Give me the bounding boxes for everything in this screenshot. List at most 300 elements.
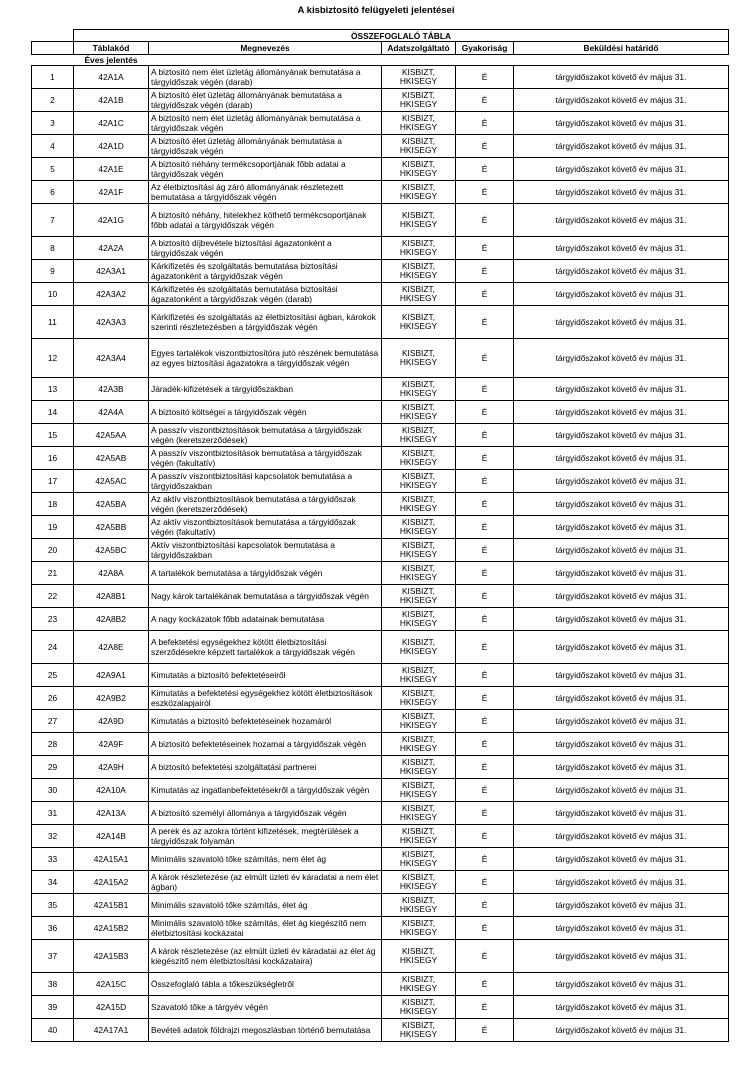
row-number: 36 — [32, 917, 74, 940]
frequency: É — [456, 158, 514, 181]
deadline: tárgyidőszakot követő év május 31. — [514, 204, 729, 237]
table-row — [32, 470, 729, 493]
provider-line-1: KISBIZT, — [401, 562, 436, 573]
deadline: tárgyidőszakot követő év május 31. — [514, 779, 729, 802]
provider — [382, 204, 456, 237]
row-number: 33 — [32, 848, 74, 871]
row-number: 15 — [32, 424, 74, 447]
frequency: É — [456, 710, 514, 733]
table-code: 42A3A1 — [74, 260, 149, 283]
provider-line-2: HKISEGY — [399, 904, 438, 914]
table-description: A tartalékok bemutatása a tárgyidőszak végén — [149, 562, 382, 585]
table-row — [32, 260, 729, 283]
table-code: 42A3A4 — [74, 339, 149, 378]
provider-line-2: HKISEGY — [399, 434, 438, 444]
table-description: A passzív viszontbiztosítások bemutatása a tárgyidőszak végén (keretszerződések) — [149, 424, 382, 447]
provider-line-1: KISBIZT, — [401, 401, 436, 412]
frequency: É — [456, 306, 514, 339]
table-row — [32, 733, 729, 756]
row-number: 35 — [32, 894, 74, 917]
table-code: 42A15A2 — [74, 871, 149, 894]
table-row — [32, 608, 729, 631]
table-code: 42A9B2 — [74, 687, 149, 710]
row-number: 27 — [32, 710, 74, 733]
deadline: tárgyidőszakot követő év május 31. — [514, 973, 729, 996]
blank-corner — [32, 30, 74, 42]
page-title: A kisbiztosító felügyeleti jelentései — [297, 5, 455, 16]
provider-line-2: HKISEGY — [399, 480, 438, 490]
provider — [382, 516, 456, 539]
provider-line-2: HKISEGY — [399, 766, 438, 776]
row-number: 12 — [32, 339, 74, 378]
provider — [382, 802, 456, 825]
table-code: 42A13A — [74, 802, 149, 825]
provider — [382, 66, 456, 89]
provider — [382, 779, 456, 802]
provider — [382, 181, 456, 204]
provider-line-2: HKISEGY — [399, 743, 438, 753]
table-code: 42A1E — [74, 158, 149, 181]
deadline: tárgyidőszakot követő év május 31. — [514, 158, 729, 181]
provider — [382, 562, 456, 585]
table-description: A biztosító nem élet üzletág állományának bemutatása a tárgyidőszak végén (darab) — [149, 66, 382, 89]
provider-line-1: KISBIZT, — [401, 89, 436, 100]
table-row — [32, 158, 729, 181]
table-row — [32, 516, 729, 539]
frequency: É — [456, 237, 514, 260]
provider-line-2: HKISEGY — [399, 293, 438, 303]
table-row — [32, 631, 729, 664]
table-description: A biztosító személyi állománya a tárgyidőszak végén — [149, 802, 382, 825]
frequency: É — [456, 664, 514, 687]
deadline: tárgyidőszakot követő év május 31. — [514, 733, 729, 756]
provider-line-1: KISBIZT, — [401, 733, 436, 744]
row-number: 29 — [32, 756, 74, 779]
table-description: Kimutatás a befektetési egységekhez kötött életbiztosítások eszközalapjairól — [149, 687, 382, 710]
frequency: É — [456, 539, 514, 562]
table-code: 42A5AB — [74, 447, 149, 470]
row-number: 13 — [32, 378, 74, 401]
table-description: A biztosító néhány termékcsoportjának főbb adatai a tárgyidőszak végén — [149, 158, 382, 181]
provider-line-1: KISBIZT, — [401, 825, 436, 836]
table-code: 42A9H — [74, 756, 149, 779]
row-number: 6 — [32, 181, 74, 204]
frequency: É — [456, 779, 514, 802]
table-description: Az életbiztosítási ág záró állományának részletezett bemutatása a tárgyidőszak végén — [149, 181, 382, 204]
deadline: tárgyidőszakot követő év május 31. — [514, 539, 729, 562]
row-number: 38 — [32, 973, 74, 996]
deadline: tárgyidőszakot követő év május 31. — [514, 940, 729, 973]
table-row — [32, 204, 729, 237]
deadline: tárgyidőszakot követő év május 31. — [514, 825, 729, 848]
table-description: A biztosító díjbevétele biztosítási ágazatonként a tárgyidőszak végén — [149, 237, 382, 260]
provider-line-1: KISBIZT, — [401, 973, 436, 984]
provider-line-1: KISBIZT, — [401, 539, 436, 550]
row-number: 2 — [32, 89, 74, 112]
provider — [382, 424, 456, 447]
frequency: É — [456, 470, 514, 493]
table-row — [32, 917, 729, 940]
table-code: 42A1C — [74, 112, 149, 135]
table-row — [32, 181, 729, 204]
provider — [382, 1019, 456, 1042]
provider-line-2: HKISEGY — [399, 191, 438, 201]
provider-line-1: KISBIZT, — [401, 424, 436, 435]
provider-line-1: KISBIZT, — [401, 802, 436, 813]
provider — [382, 135, 456, 158]
provider — [382, 237, 456, 260]
deadline: tárgyidőszakot követő év május 31. — [514, 871, 729, 894]
provider-line-2: HKISEGY — [399, 99, 438, 109]
provider-line-2: HKISEGY — [399, 357, 438, 367]
provider — [382, 664, 456, 687]
provider-line-2: HKISEGY — [399, 618, 438, 628]
provider-line-1: KISBIZT, — [401, 493, 436, 504]
deadline: tárgyidőszakot követő év május 31. — [514, 756, 729, 779]
table-row — [32, 802, 729, 825]
table-code: 42A15B2 — [74, 917, 149, 940]
provider-line-1: KISBIZT, — [401, 945, 436, 956]
frequency: É — [456, 516, 514, 539]
row-number: 3 — [32, 112, 74, 135]
table-code: 42A15B3 — [74, 940, 149, 973]
table-row — [32, 378, 729, 401]
frequency: É — [456, 894, 514, 917]
row-number: 9 — [32, 260, 74, 283]
provider-line-2: HKISEGY — [399, 219, 438, 229]
deadline: tárgyidőszakot követő év május 31. — [514, 181, 729, 204]
provider-line-2: HKISEGY — [399, 122, 438, 132]
table-description: Nagy károk tartalékának bemutatása a tárgyidőszak végén — [149, 585, 382, 608]
provider-line-2: HKISEGY — [399, 388, 438, 398]
provider-line-1: KISBIZT, — [401, 871, 436, 882]
table-code: 42A14B — [74, 825, 149, 848]
table-row — [32, 710, 729, 733]
provider-line-1: KISBIZT, — [401, 347, 436, 358]
table-code: 42A17A1 — [74, 1019, 149, 1042]
provider-line-2: HKISEGY — [399, 321, 438, 331]
table-row — [32, 585, 729, 608]
table-row — [32, 306, 729, 339]
row-number: 14 — [32, 401, 74, 424]
provider-line-1: KISBIZT, — [401, 608, 436, 619]
table-description: A passzív viszontbiztosítási kapcsolatok bemutatása a tárgyidőszakban — [149, 470, 382, 493]
deadline: tárgyidőszakot követő év május 31. — [514, 470, 729, 493]
provider-line-2: HKISEGY — [399, 572, 438, 582]
table-row — [32, 825, 729, 848]
provider — [382, 493, 456, 516]
frequency: É — [456, 447, 514, 470]
row-number: 37 — [32, 940, 74, 973]
table-description: A biztosító befektetési szolgáltatási partnerei — [149, 756, 382, 779]
provider-line-2: HKISEGY — [399, 595, 438, 605]
table-code: 42A3A2 — [74, 283, 149, 306]
column-header-deadline: Beküldési határidő — [514, 42, 729, 55]
table-code: 42A1F — [74, 181, 149, 204]
row-number: 23 — [32, 608, 74, 631]
deadline: tárgyidőszakot követő év május 31. — [514, 378, 729, 401]
frequency: É — [456, 733, 514, 756]
table-code: 42A3B — [74, 378, 149, 401]
deadline: tárgyidőszakot követő év május 31. — [514, 260, 729, 283]
section-blank — [32, 55, 74, 66]
frequency: É — [456, 871, 514, 894]
provider-line-2: HKISEGY — [399, 720, 438, 730]
table-description: Kimutatás az ingatlanbefektetésekről a tárgyidőszak végén — [149, 779, 382, 802]
table-row — [32, 539, 729, 562]
frequency: É — [456, 631, 514, 664]
deadline: tárgyidőszakot követő év május 31. — [514, 424, 729, 447]
deadline: tárgyidőszakot követő év május 31. — [514, 710, 729, 733]
provider — [382, 283, 456, 306]
table-row — [32, 237, 729, 260]
provider-line-1: KISBIZT, — [401, 135, 436, 146]
provider — [382, 378, 456, 401]
table-code: 42A1A — [74, 66, 149, 89]
frequency: É — [456, 940, 514, 973]
frequency: É — [456, 135, 514, 158]
frequency: É — [456, 825, 514, 848]
row-number: 40 — [32, 1019, 74, 1042]
provider — [382, 585, 456, 608]
table-description: Szavatoló tőke a tárgyév végén — [149, 996, 382, 1019]
table-description: Kárkifizetés és szolgáltatás az életbiztosítási ágban, károkok szerinti részletezésben a tárgyidőszak végén — [149, 306, 382, 339]
table-row — [32, 89, 729, 112]
row-number: 17 — [32, 470, 74, 493]
provider-line-1: KISBIZT, — [401, 112, 436, 123]
provider-line-2: HKISEGY — [399, 76, 438, 86]
table-code: 42A10A — [74, 779, 149, 802]
provider — [382, 112, 456, 135]
table-description: A nagy kockázatok főbb adatainak bemutatása — [149, 608, 382, 631]
provider-line-1: KISBIZT, — [401, 516, 436, 527]
provider-line-2: HKISEGY — [399, 1029, 438, 1039]
frequency: É — [456, 1019, 514, 1042]
table-code: 42A4A — [74, 401, 149, 424]
table-description: A passzív viszontbiztosítások bemutatása a tárgyidőszak végén (fakultatív) — [149, 447, 382, 470]
provider — [382, 973, 456, 996]
frequency: É — [456, 66, 514, 89]
provider — [382, 825, 456, 848]
frequency: É — [456, 608, 514, 631]
provider-line-2: HKISEGY — [399, 858, 438, 868]
table-description: A biztosító befektetéseinek hozamai a tárgyidőszak végén — [149, 733, 382, 756]
table-description: Egyes tartalékok viszontbiztosítóra jutó részének bemutatása az egyes biztosítási ágazatokra a tárgyidőszak végén — [149, 339, 382, 378]
provider — [382, 339, 456, 378]
table-code: 42A1B — [74, 89, 149, 112]
table-description: Az aktív viszontbiztosítások bemutatása a tárgyidőszak végén (keretszerződések) — [149, 493, 382, 516]
provider-line-2: HKISEGY — [399, 457, 438, 467]
column-header-row — [32, 42, 729, 55]
provider — [382, 158, 456, 181]
frequency: É — [456, 687, 514, 710]
table-row — [32, 1019, 729, 1042]
table-description: A perek és az azokra történt kifizetések, megtérülések a tárgyidőszak folyamán — [149, 825, 382, 848]
row-number: 5 — [32, 158, 74, 181]
frequency: É — [456, 204, 514, 237]
table-row — [32, 973, 729, 996]
provider-line-1: KISBIZT, — [401, 66, 436, 77]
provider-line-2: HKISEGY — [399, 881, 438, 891]
table-description: Kárkifizetés és szolgáltatás bemutatása biztosítási ágazatonként a tárgyidőszak végén — [149, 260, 382, 283]
provider-line-1: KISBIZT, — [401, 378, 436, 389]
provider-line-2: HKISEGY — [399, 247, 438, 257]
provider — [382, 996, 456, 1019]
table-code: 42A1D — [74, 135, 149, 158]
row-number: 11 — [32, 306, 74, 339]
deadline: tárgyidőszakot követő év május 31. — [514, 687, 729, 710]
table-description: Az aktív viszontbiztosítások bemutatása a tárgyidőszak végén (fakultatív) — [149, 516, 382, 539]
table-row — [32, 562, 729, 585]
provider — [382, 871, 456, 894]
provider — [382, 539, 456, 562]
provider-line-1: KISBIZT, — [401, 158, 436, 169]
provider — [382, 608, 456, 631]
provider — [382, 917, 456, 940]
table-description: Kárkifizetés és szolgáltatás bemutatása biztosítási ágazatonként a tárgyidőszak végén (darab) — [149, 283, 382, 306]
frequency: É — [456, 562, 514, 585]
summary-title: ÖSSZEFOGLALÓ TÁBLA — [74, 30, 729, 42]
table-description: Minimális szavatoló tőke számítás, élet ág — [149, 894, 382, 917]
table-code: 42A15B1 — [74, 894, 149, 917]
table-description: Bevételi adatok földrajzi megoszlásban történő bemutatása — [149, 1019, 382, 1042]
provider-line-1: KISBIZT, — [401, 664, 436, 675]
provider — [382, 470, 456, 493]
deadline: tárgyidőszakot követő év május 31. — [514, 493, 729, 516]
column-header-code: Táblakód — [74, 42, 149, 55]
provider-line-1: KISBIZT, — [401, 311, 436, 322]
provider — [382, 733, 456, 756]
table-code: 42A9A1 — [74, 664, 149, 687]
table-row — [32, 779, 729, 802]
provider-line-1: KISBIZT, — [401, 756, 436, 767]
provider-line-1: KISBIZT, — [401, 181, 436, 192]
table-row — [32, 996, 729, 1019]
provider — [382, 260, 456, 283]
provider-line-1: KISBIZT, — [401, 447, 436, 458]
row-number: 7 — [32, 204, 74, 237]
frequency: É — [456, 283, 514, 306]
provider — [382, 710, 456, 733]
row-number: 22 — [32, 585, 74, 608]
frequency: É — [456, 917, 514, 940]
deadline: tárgyidőszakot követő év május 31. — [514, 89, 729, 112]
frequency: É — [456, 585, 514, 608]
row-number: 8 — [32, 237, 74, 260]
row-number: 25 — [32, 664, 74, 687]
table-code: 42A15C — [74, 973, 149, 996]
table-row — [32, 401, 729, 424]
table-description: Kimutatás a biztosító befektetéseiről — [149, 664, 382, 687]
table-row — [32, 339, 729, 378]
frequency: É — [456, 181, 514, 204]
deadline: tárgyidőszakot követő év május 31. — [514, 664, 729, 687]
table-description: A károk részletezése (az elmúlt üzleti év káradatai az élet ág kiegészítő nem életbiztosítási kockázataira) — [149, 940, 382, 973]
provider — [382, 940, 456, 973]
deadline: tárgyidőszakot követő év május 31. — [514, 306, 729, 339]
column-header-desc: Megnevezés — [149, 42, 382, 55]
deadline: tárgyidőszakot követő év május 31. — [514, 996, 729, 1019]
table-description: Minimális szavatoló tőke számítás, nem élet ág — [149, 848, 382, 871]
table-code: 42A5AA — [74, 424, 149, 447]
blank-header-cell — [32, 42, 74, 55]
table-row — [32, 940, 729, 973]
row-number: 31 — [32, 802, 74, 825]
table-description: Összefoglaló tábla a tőkeszükségletről — [149, 973, 382, 996]
table-description: A biztosító költségei a tárgyidőszak végén — [149, 401, 382, 424]
row-number: 10 — [32, 283, 74, 306]
table-description: Minimális szavatoló tőke számítás, élet ág kiegészítő nem életbiztosítási kockázatai — [149, 917, 382, 940]
summary-title-row — [32, 30, 729, 42]
provider-line-1: KISBIZT, — [401, 917, 436, 928]
table-code: 42A15D — [74, 996, 149, 1019]
table-description: A károk részletezése (az elmúlt üzleti év káradatai a nem élet ágban) — [149, 871, 382, 894]
row-number: 39 — [32, 996, 74, 1019]
frequency: É — [456, 848, 514, 871]
frequency: É — [456, 339, 514, 378]
table-description: A biztosító élet üzletág állományának bemutatása a tárgyidőszak végén (darab) — [149, 89, 382, 112]
table-description: A befektetési egységekhez kötött életbiztosítási szerződésekre képzett tartalékok a tárgyidőszak végén — [149, 631, 382, 664]
provider-line-2: HKISEGY — [399, 549, 438, 559]
table-code: 42A9D — [74, 710, 149, 733]
row-number: 24 — [32, 631, 74, 664]
provider-line-1: KISBIZT, — [401, 1019, 436, 1030]
row-number: 30 — [32, 779, 74, 802]
provider-line-2: HKISEGY — [399, 168, 438, 178]
table-code: 42A1G — [74, 204, 149, 237]
frequency: É — [456, 493, 514, 516]
deadline: tárgyidőszakot követő év május 31. — [514, 283, 729, 306]
provider-line-1: KISBIZT, — [401, 894, 436, 905]
provider — [382, 306, 456, 339]
row-number: 4 — [32, 135, 74, 158]
provider-line-2: HKISEGY — [399, 526, 438, 536]
deadline: tárgyidőszakot követő év május 31. — [514, 608, 729, 631]
table-row — [32, 447, 729, 470]
table-row — [32, 756, 729, 779]
deadline: tárgyidőszakot követő év május 31. — [514, 447, 729, 470]
deadline: tárgyidőszakot követő év május 31. — [514, 339, 729, 378]
table-code: 42A3A3 — [74, 306, 149, 339]
deadline: tárgyidőszakot követő év május 31. — [514, 585, 729, 608]
deadline: tárgyidőszakot követő év május 31. — [514, 237, 729, 260]
deadline: tárgyidőszakot követő év május 31. — [514, 848, 729, 871]
provider — [382, 687, 456, 710]
provider — [382, 894, 456, 917]
deadline: tárgyidőszakot követő év május 31. — [514, 631, 729, 664]
provider-line-1: KISBIZT, — [401, 710, 436, 721]
provider-line-2: HKISEGY — [399, 674, 438, 684]
frequency: É — [456, 378, 514, 401]
deadline: tárgyidőszakot követő év május 31. — [514, 112, 729, 135]
table-description: A biztosító néhány, hitelekhez köthető termékcsoportjának főbb adatai a tárgyidőszak végén — [149, 204, 382, 237]
provider-line-1: KISBIZT, — [401, 636, 436, 647]
deadline: tárgyidőszakot követő év május 31. — [514, 135, 729, 158]
column-header-frequency: Gyakoriság — [456, 42, 514, 55]
provider-line-2: HKISEGY — [399, 835, 438, 845]
provider-line-2: HKISEGY — [399, 955, 438, 965]
provider-line-2: HKISEGY — [399, 145, 438, 155]
provider-line-2: HKISEGY — [399, 646, 438, 656]
deadline: tárgyidőszakot követő év május 31. — [514, 802, 729, 825]
provider-line-2: HKISEGY — [399, 983, 438, 993]
provider — [382, 756, 456, 779]
provider-line-2: HKISEGY — [399, 270, 438, 280]
row-number: 28 — [32, 733, 74, 756]
table-row — [32, 112, 729, 135]
row-number: 16 — [32, 447, 74, 470]
row-number: 26 — [32, 687, 74, 710]
